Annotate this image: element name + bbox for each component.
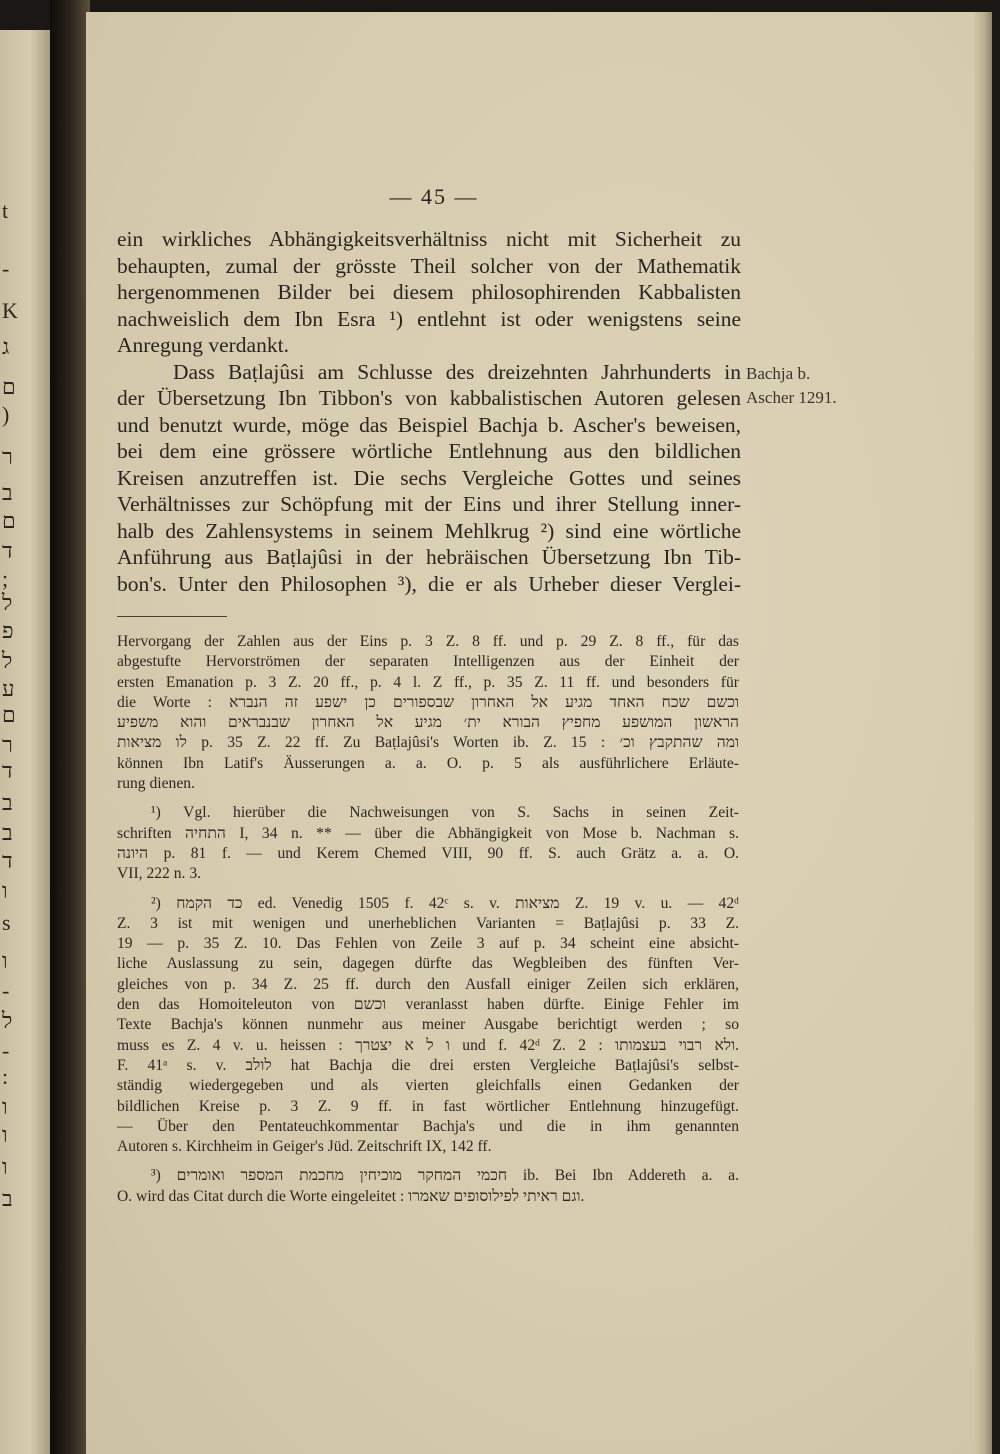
left-page-fragment: ג [2, 334, 10, 359]
left-page-fragment: ו [2, 1094, 8, 1119]
left-page-fragment: ם [2, 702, 16, 727]
footnote-line: können Ibn Latif's Äusserungen a. a. O. p. 5 als ausführlichere Erläute- [117, 754, 739, 772]
body-line: Anregung verdankt. [117, 333, 289, 357]
left-page-fragment: ו [2, 1122, 8, 1147]
footnote-line: לו מציאות p. 35 Z. 22 ff. Zu Baṭlajûsi's Worten ib. Z. 15 : ומה שהתקבץ וכ׳ [117, 734, 739, 752]
footnote-line: היונה p. 81 f. — und Kerem Chemed VIII, 90 ff. S. auch Grätz a. a. O. [117, 844, 739, 862]
footnote-separator [117, 616, 227, 617]
footnote-line: ²) כד הקמח ed. Venedig 1505 f. 42ᶜ s. v. מציאות Z. 19 v. u. — 42ᵈ [151, 894, 739, 912]
left-page-fragment: ו [2, 878, 8, 903]
body-line: hergenommenen Bilder bei diesem philosophirenden Kabbalisten [117, 280, 741, 304]
footnote-line: rung dienen. [117, 775, 195, 793]
margin-note [746, 362, 856, 410]
left-page-fragment: ) [2, 402, 10, 427]
left-page-fragment: ע [2, 676, 15, 701]
body-line: nachweislich dem Ibn Esra ¹) entlehnt ist oder wenigstens seine [117, 306, 741, 331]
left-page-fragment: ; [2, 566, 9, 591]
footnote-line: ¹) Vgl. hierüber die Nachweisungen von S. Sachs in seinen Zeit- [151, 804, 739, 822]
body-line: halb des Zahlensystems in seinem Mehlkrug ²) sind eine wörtliche [117, 518, 741, 543]
body-line: Kreisen anzutreffen ist. Die sechs Vergleiche Gottes und seines [117, 465, 741, 490]
footnote-line: Z. 3 ist mit wenigen und unerheblichen Varianten = Baṭlajûsi p. 33 Z. [117, 914, 739, 932]
footnote-line: die Worte : וכשם שכח האחד מגיע אל האחרון שבספורים כן ישפע זה הנברא [117, 693, 739, 711]
left-page-fragment: ר [2, 732, 13, 757]
footnote-line: Autoren s. Kirchheim in Geiger's Jüd. Zeitschrift IX, 142 ff. [117, 1138, 492, 1156]
footnote-line: O. wird das Citat durch die Worte eingeleitet : וגם ראיתי לפילוסופים שאמרו. [117, 1187, 585, 1205]
footnote-line: muss es Z. 4 v. u. heissen : ו ל א יצטרך und f. 42ᵈ Z. 2 : ולא רבוי בעצמותו. [117, 1036, 739, 1054]
left-page-fragment: ם [2, 374, 16, 399]
margin-note-line: Ascher 1291. [746, 388, 837, 407]
footnote-line: — Über den Pentateuchkommentar Bachja's und die in ihm genannten [117, 1117, 739, 1135]
footnote-line: ³) חכמי המחקר מוכיחין מחכמת המספר ואומרים ib. Bei Ibn Addereth a. a. [151, 1167, 739, 1185]
book-page [86, 12, 992, 1454]
body-line: Anführung aus Baṭlajûsi in der hebräischen Übersetzung Ibn Tib- [117, 545, 741, 569]
page-edge [974, 12, 992, 1454]
footnote-line: ersten Emanation p. 3 Z. 20 ff., p. 4 l. Z ff., p. 35 Z. 11 ff. und besonders für [117, 673, 739, 691]
left-page-fragment: ב [2, 820, 13, 845]
footnote-line: F. 41ᵃ s. v. לולב hat Bachja die drei ersten Vergleiche Baṭlajûsi's selbst- [117, 1056, 739, 1074]
left-page-fragment: ד [2, 758, 13, 783]
body-line: behaupten, zumal der grösste Theil solcher von der Mathematik [117, 253, 741, 278]
body-line: und benutzt wurde, möge das Beispiel Bachja b. Ascher's beweisen, [117, 412, 741, 437]
left-page-fragment: ר [2, 444, 13, 469]
footnote-line: liche Auslassung zu sein, dagegen dürfte das Wegbleiben des fünften Ver- [117, 955, 739, 973]
footnote-line: 19 — p. 35 Z. 10. Das Fehlen von Zeile 3 auf p. 34 scheint eine absicht- [117, 935, 739, 953]
body-line: Verhältnisses zur Schöpfung mit der Eins und ihrer Stellung inner- [117, 492, 741, 516]
left-page-fragment: - [2, 256, 10, 281]
page-number: — 45 — [389, 184, 479, 209]
body-line: Dass Baṭlajûsi am Schlusse des dreizehnten Jahrhunderts in [173, 359, 741, 384]
left-page-fragment: ו [2, 1154, 8, 1179]
footnote-line: ständig wiedergegeben und als vierten gleichfalls einen Gedanken der [117, 1077, 739, 1095]
left-page-fragment: ו [2, 948, 8, 973]
left-page-fragment: ל [2, 590, 13, 615]
left-page-fragment: ב [2, 1186, 13, 1211]
left-page-fragment: ם [2, 508, 16, 533]
footnote-line: gleiches von p. 34 Z. 25 ff. durch den Ausfall einiger Zeilen sich erklären, [117, 975, 739, 993]
left-page-fragment: t [2, 198, 9, 223]
left-page-fragment: K [2, 298, 18, 323]
body-line: bei dem eine grössere wörtliche Entlehnung aus den bildlichen [117, 439, 741, 463]
left-page-fragment: ב [2, 480, 13, 505]
left-page-fragment: s [2, 910, 11, 935]
main-text [117, 226, 741, 597]
left-page-fragment: ל [2, 648, 13, 673]
left-page-fragment: ד [2, 848, 13, 873]
left-page-fragment: ב [2, 790, 13, 815]
left-page-fragment: - [2, 1038, 10, 1063]
body-line: ein wirkliches Abhängigkeitsverhältniss nicht mit Sicherheit zu [117, 227, 741, 251]
footnote-line: schriften התחיה I, 34 n. ** — über die Abhängigkeit von Mose b. Nachman s. [117, 824, 739, 842]
footnote-line: Texte Bachja's können nunmehr aus meiner Ausgabe berichtigt werden ; so [117, 1016, 739, 1034]
left-page-fragment: : [2, 1064, 9, 1089]
left-page-fragment: ד [2, 538, 13, 563]
body-line: der Übersetzung Ibn Tibbon's von kabbalistischen Autoren gelesen [117, 386, 741, 410]
footnote-line: הראשון המושפע מחפיץ הבורא ית׳ מגיע אל האחרון שבנבראים והוא משפיע [117, 714, 739, 732]
book-gutter [50, 0, 90, 1454]
left-page-sliver [0, 30, 50, 1454]
footnote-line: bildlichen Kreise p. 3 Z. 9 ff. in fast wörtlicher Entlehnung hinzugefügt. [117, 1097, 739, 1115]
footnote-line: den das Homoiteleuton von וכשם veranlasst haben dürfte. Einige Fehler im [117, 996, 739, 1014]
body-line: bon's. Unter den Philosophen ³), die er als Urheber dieser Verglei- [117, 571, 741, 596]
footnote-line: Hervorgang der Zahlen aus der Eins p. 3 Z. 8 ff. und p. 29 Z. 8 ff., für das [117, 633, 739, 650]
left-page-fragment: ל [2, 1008, 13, 1033]
left-page-fragment: - [2, 978, 10, 1003]
footnote-line: abgestufte Hervorströmen der separaten Intelligenzen aus der Einheit der [117, 653, 739, 671]
footnotes [117, 632, 739, 1207]
margin-note-line: Bachja b. [746, 364, 811, 383]
left-page-fragment: פ [2, 618, 14, 643]
footnote-line: VII, 222 n. 3. [117, 865, 202, 883]
